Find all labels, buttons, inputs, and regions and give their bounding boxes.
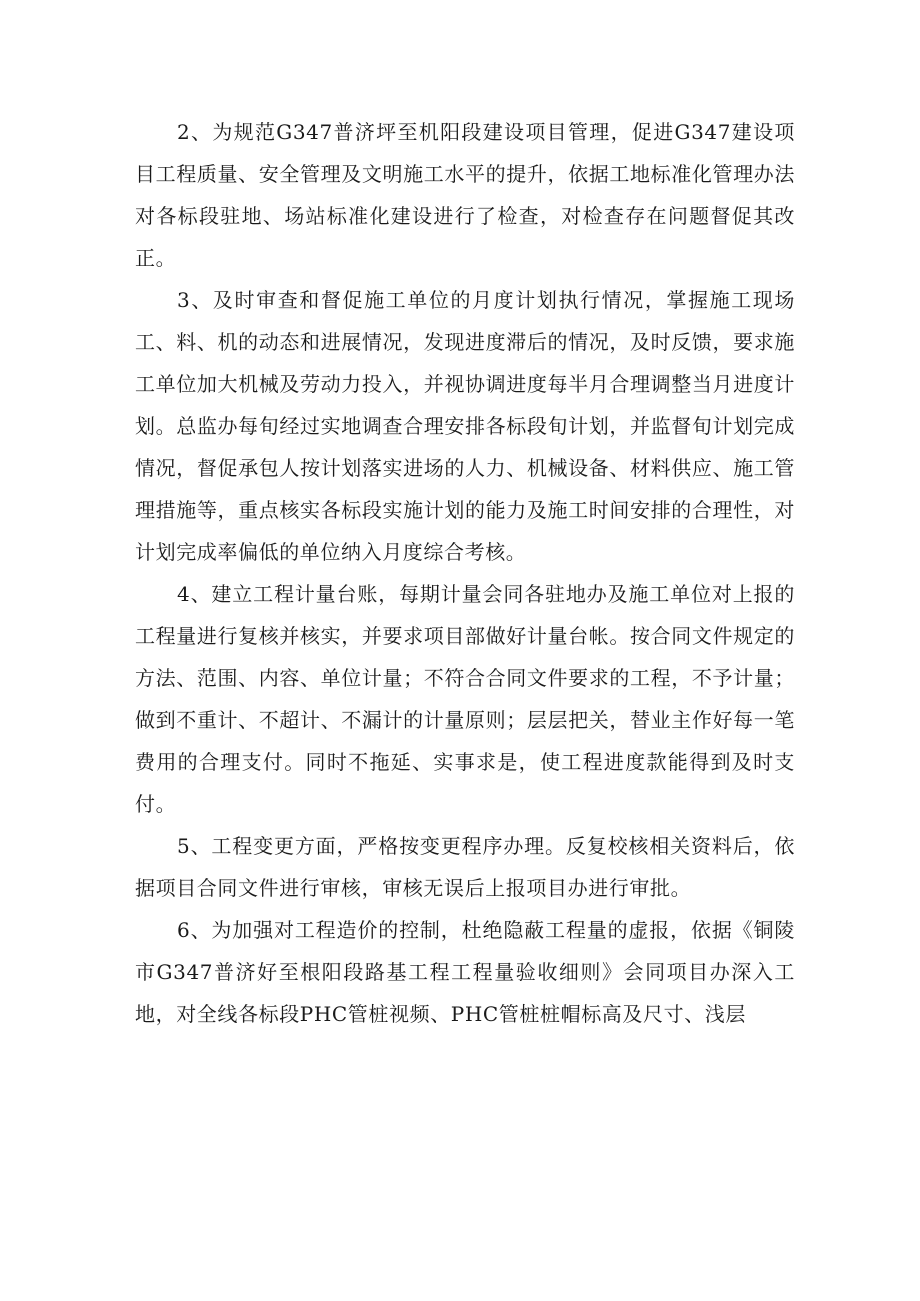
paragraph-item-4: 4、建立工程计量台账，每期计量会同各驻地办及施工单位对上报的工程量进行复核并核实，并要求项目部做好计量台帐。按合同文件规定的方法、范围、内容、单位计量；不符合合同文件要求的工程，不予计量；做到不重计、不超计、不漏计的计量原则；层层把关，替业主作好每一笔费用的合理支付。同时不拖延、实事求是，使工程进度款能得到及时支付。 <box>135 582 795 816</box>
paragraph-item-3: 3、及时审查和督促施工单位的月度计划执行情况，掌握施工现场工、料、机的动态和进展情况，发现进度滞后的情况，及时反馈，要求施工单位加大机械及劳动力投入，并视协调进度每半月合理调整当月进度计划。总监办每旬经过实地调查合理安排各标段旬计划，并监督旬计划完成情况，督促承包人按计划落实进场的人力、机械设备、材料供应、施工管理措施等，重点核实各标段实施计划的能力及施工时间安排的合理性，对计划完成率偏低的单位纳入月度综合考核。 <box>135 288 795 564</box>
paragraph-item-6: 6、为加强对工程造价的控制，杜绝隐蔽工程量的虚报，依据《铜陵市G347普济好至根阳段路基工程工程量验收细则》会同项目办深入工地，对全线各标段PHC管桩视频、PHC管桩桩帽标高及尺寸、浅层 <box>135 918 795 1026</box>
paragraph-item-5: 5、工程变更方面，严格按变更程序办理。反复校核相关资料后，依据项目合同文件进行审核，审核无误后上报项目办进行审批。 <box>135 834 795 900</box>
paragraph-item-2: 2、为规范G347普济坪至机阳段建设项目管理，促进G347建设项目工程质量、安全管理及文明施工水平的提升，依据工地标准化管理办法对各标段驻地、场站标准化建设进行了检查，对检查存在问题督促其改正。 <box>135 120 795 270</box>
document-body <box>135 111 795 1035</box>
